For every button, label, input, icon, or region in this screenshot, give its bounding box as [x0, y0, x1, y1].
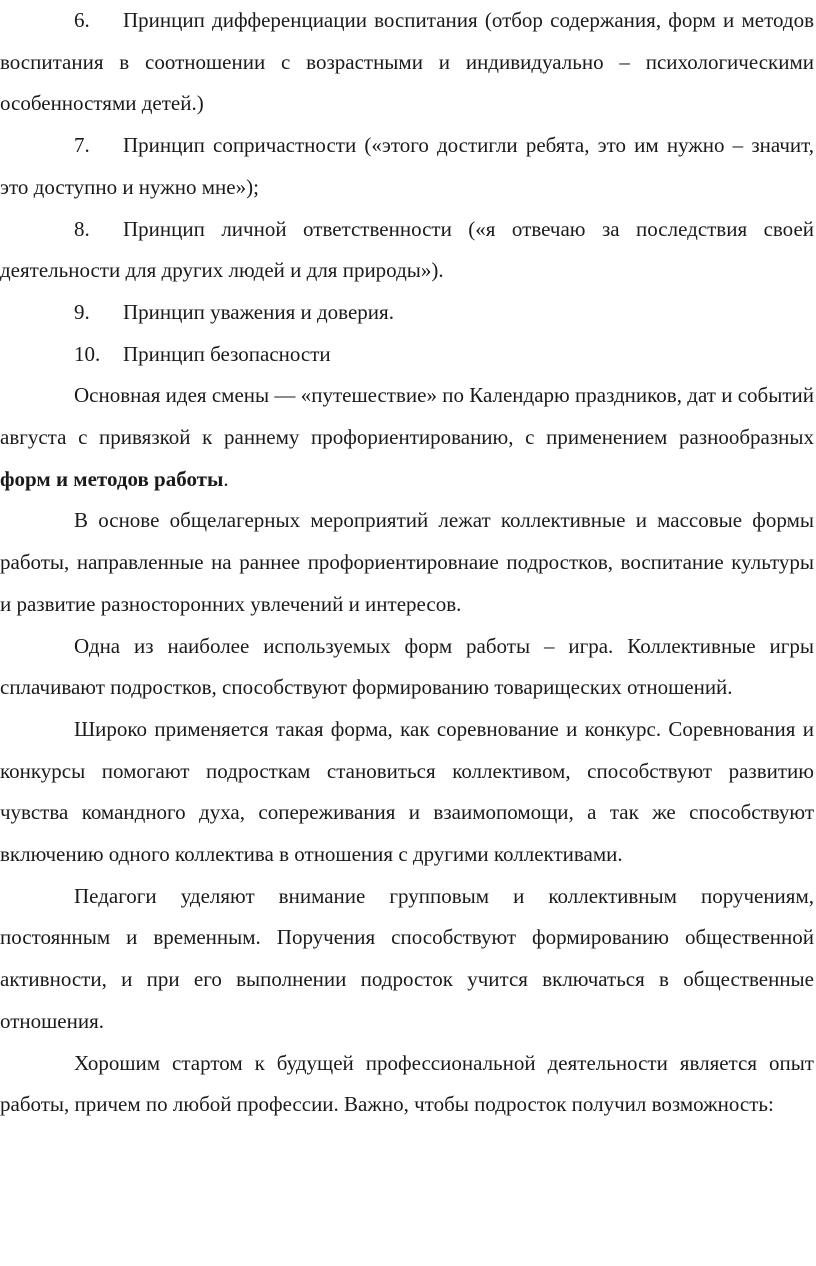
paragraph-collective-forms: В основе общелагерных мероприятий лежат коллективные и массовые формы работы, направленные на раннее профориентировнаие подростков, воспитание культуры и развитие разносторонних увлечений и интересов. [0, 508, 814, 616]
list-item-6 [0, 0, 814, 125]
list-text: Принцип безопасности [123, 341, 331, 366]
forms-methods-bold: форм и методов работы [0, 466, 224, 491]
main-idea-paragraph [0, 375, 814, 500]
paragraph-competition: Широко применяется такая форма, как соревнование и конкурс. Соревнования и конкурсы помогают подросткам становиться коллективом, способствуют развитию чувства командного духа, сопереживания и взаимопомощи, а так же способствуют включению одного коллектива в отношения с другими коллективами. [0, 716, 814, 867]
list-number: 10. [74, 341, 101, 366]
paragraph-work-experience: Хорошим стартом к будущей профессиональной деятельности является опыт работы, причем по любой профессии. Важно, чтобы подросток получил возможность: [0, 1050, 814, 1117]
list-text: Принцип сопричастности («этого достигли ребята, это им нужно – значит, это доступно и нужно мне»); [0, 133, 814, 199]
list-text: Принцип уважения и доверия. [123, 299, 394, 324]
list-number: 6. [74, 8, 90, 32]
paragraph-assignments: Педагоги уделяют внимание групповым и коллективным поручениям, постоянным и временным. Поручения способствуют формированию общественной активности, и при его выполнении подросток учится включаться в общественные отношения. [0, 883, 814, 1033]
list-item-8 [0, 209, 814, 292]
list-item-10 [0, 334, 814, 376]
list-number: 8. [74, 216, 90, 241]
list-item-7 [0, 125, 814, 208]
paragraph-game: Одна из наиболее используемых форм работы – игра. Коллективные игры сплачивают подростков, способствуют формированию товарищеских отношений. [0, 633, 814, 700]
list-text: Принцип личной ответственности («я отвечаю за последствия своей деятельности для других людей и для природы»). [0, 216, 814, 283]
main-idea-end: . [223, 466, 229, 491]
list-number: 9. [74, 299, 90, 324]
list-number: 7. [74, 133, 90, 158]
list-text: Принцип дифференциации воспитания (отбор содержания, форм и методов воспитания в соотношении с возрастными и индивидуально – психологическими особенностями детей.) [0, 8, 814, 116]
main-idea-text: Основная идея смены — «путешествие» по Календарю праздников, дат и событий августа с привязкой к раннему профориентированию, с применением разнообразных [0, 383, 814, 450]
list-item-9 [0, 292, 814, 334]
